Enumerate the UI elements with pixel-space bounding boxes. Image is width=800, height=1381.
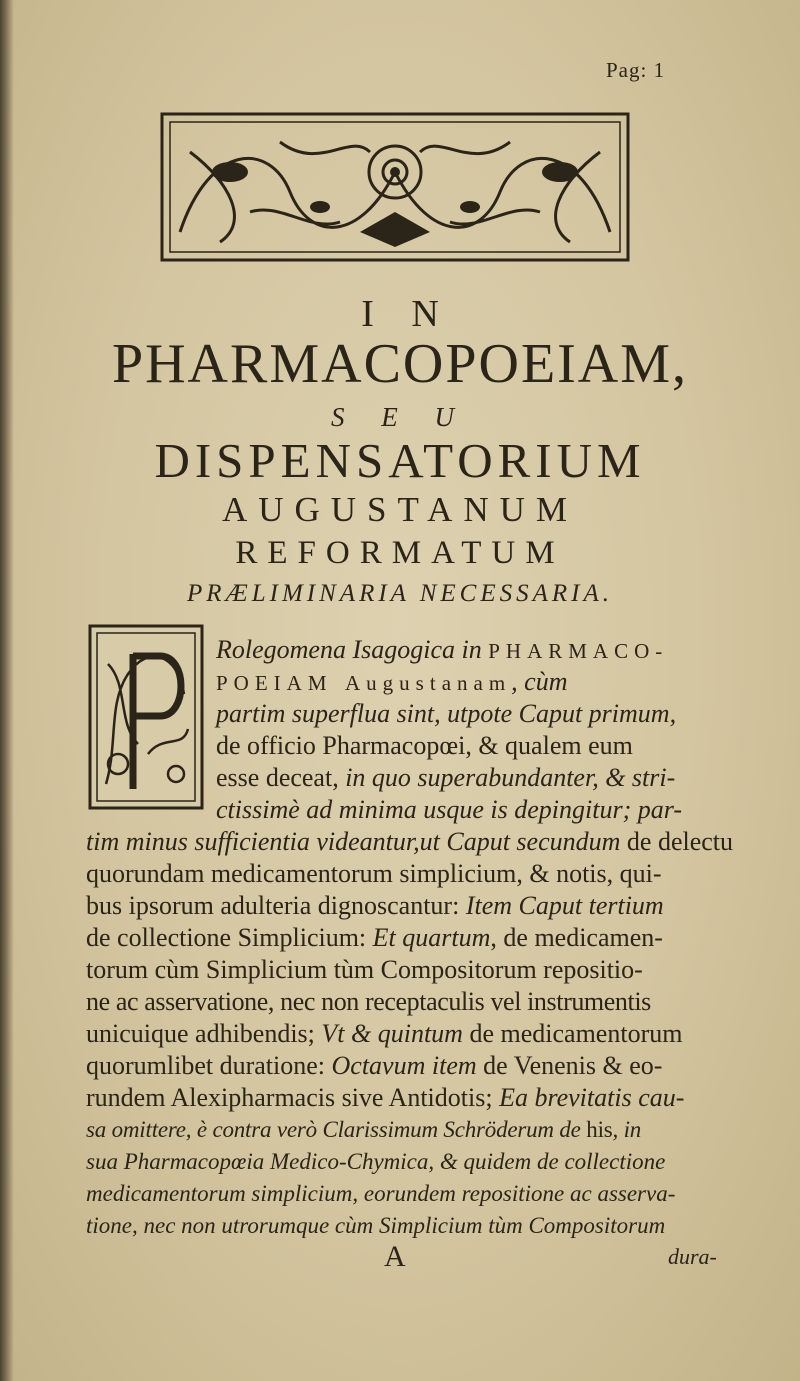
text-span: Octavum item xyxy=(331,1051,477,1080)
title-seu: S E U xyxy=(331,402,469,432)
text-span: Ea brevitatis cau- xyxy=(499,1083,685,1112)
text-span: Vt & quintum xyxy=(321,1019,463,1048)
text-line-3: partim superflua sint, utpote Caput primum, xyxy=(216,699,677,728)
text-span: , in xyxy=(612,1117,642,1142)
text-span: de collectione Simplicium: xyxy=(86,923,367,952)
text-span: , de medicamen- xyxy=(490,923,663,952)
text-span: bus ipsorum adulteria dignoscantur: xyxy=(86,891,460,920)
text-line-1 xyxy=(216,634,668,667)
text-span: in quo superabundanter, & stri- xyxy=(345,763,676,792)
text-line-18: medicamentorum simplicium, eorundem repositione ac asserva- xyxy=(86,1181,676,1206)
text-span: PHARMACO- xyxy=(488,639,669,663)
text-span: tim minus sufficientia videantur,ut Caput secundum xyxy=(86,827,621,856)
decorated-initial-icon xyxy=(88,624,204,810)
text-span: Et quartum xyxy=(372,923,491,952)
text-line-12: ne ac asservatione, nec non receptaculis vel instrumentis xyxy=(86,987,651,1016)
text-line-7 xyxy=(86,826,733,858)
text-span: Augustanam xyxy=(345,671,512,695)
text-line-5 xyxy=(216,762,675,794)
text-span: de delectu xyxy=(626,827,734,856)
signature-mark: A xyxy=(384,1240,406,1273)
text-span: unicuique adhibendis; xyxy=(86,1019,315,1048)
text-span: de Venenis & eo- xyxy=(483,1051,663,1080)
title-reformatum: REFORMATUM xyxy=(235,535,565,571)
text-line-17: sua Pharmacopœia Medico-Chymica, & quidem de collectione xyxy=(86,1149,666,1174)
text-line-14 xyxy=(86,1050,662,1082)
text-span: , cùm xyxy=(511,667,568,696)
text-span: sa omittere, è contra verò Clarissimum Schröderum de xyxy=(86,1117,581,1142)
text-span: de medicamentorum xyxy=(469,1019,683,1048)
text-span: esse deceat, xyxy=(216,763,339,792)
text-line-2 xyxy=(216,666,568,699)
text-line-6: ctissimè ad minima usque is depingitur; par- xyxy=(216,795,683,824)
text-line-10 xyxy=(86,922,663,954)
section-heading: PRÆLIMINARIA NECESSARIA. xyxy=(186,580,614,607)
text-span: POEIAM xyxy=(216,671,333,695)
headpiece-icon xyxy=(160,112,630,262)
catchword: dura- xyxy=(668,1244,717,1269)
text-span: Rolegomena Isagogica in xyxy=(216,635,482,664)
text-line-16 xyxy=(86,1114,641,1146)
text-line-8: quorundam medicamentorum simplicium, & notis, qui- xyxy=(86,859,662,888)
page-number: Pag: 1 xyxy=(606,58,666,82)
title-augustanum: AUGUSTANUM xyxy=(221,490,579,529)
page-edge-shadow xyxy=(0,0,14,1381)
text-line-4: de officio Pharmacopœi, & qualem eum xyxy=(216,731,633,760)
text-span: his xyxy=(586,1117,613,1142)
title-pharmacopoeiam: PHARMACOPOEIAM, xyxy=(111,333,689,395)
text-line-13 xyxy=(86,1018,682,1050)
text-span: rundem Alexipharmacis sive Antidotis; xyxy=(86,1083,493,1112)
title-dispensatorium: DISPENSATORIUM xyxy=(154,433,646,488)
text-span: Item Caput tertium xyxy=(465,891,664,920)
text-line-15 xyxy=(86,1082,684,1114)
text-line-11: torum cùm Simplicium tùm Compositorum repositio- xyxy=(86,955,643,984)
text-span: quorumlibet duratione: xyxy=(86,1051,326,1080)
title-line-in: I N xyxy=(361,293,453,335)
text-line-9 xyxy=(86,890,664,922)
text-line-19: tione, nec non utrorumque cùm Simplicium tùm Compositorum xyxy=(86,1213,666,1238)
